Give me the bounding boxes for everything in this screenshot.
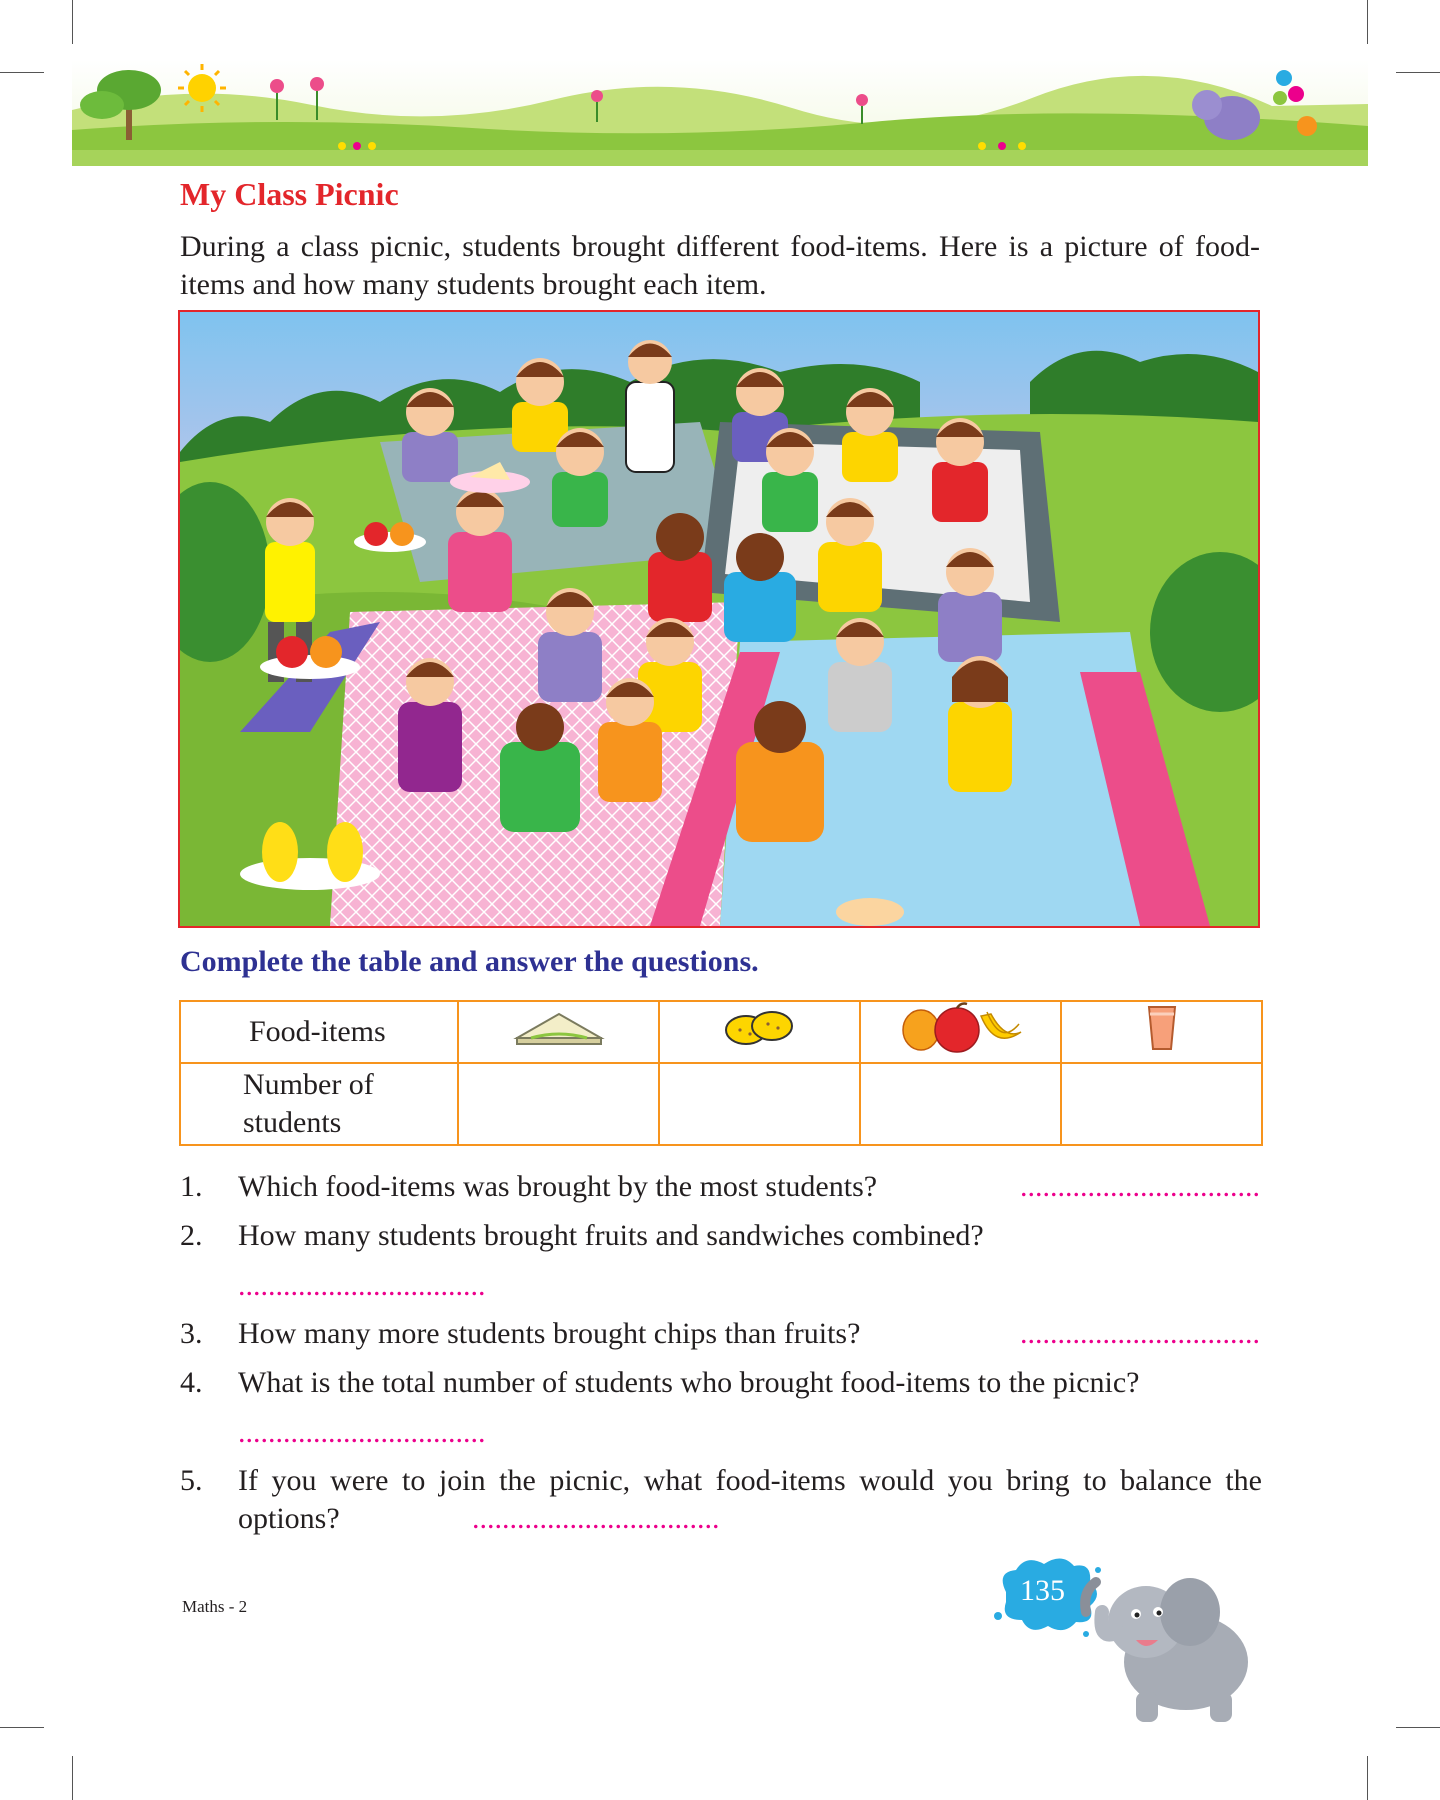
answer-line[interactable]: ................................ [1020,1170,1260,1203]
juice-glass-icon [1146,1004,1178,1052]
sandwich-count-cell[interactable] [458,1063,659,1145]
question-text: If you were to join the picnic, what food-items would you bring to balance the options? [238,1464,1262,1535]
number-of-students-label-line1: Number of [243,1068,374,1101]
footer-book-title: Maths - 2 [182,1597,248,1616]
fruits-count-cell[interactable] [860,1063,1061,1145]
picnic-illustration [178,310,1260,928]
question-number: 5. [180,1464,203,1497]
question-number: 3. [180,1317,203,1350]
page-number-badge [986,1552,1262,1728]
chips-count-cell[interactable] [659,1063,860,1145]
question-text: What is the total number of students who brought food-items to the picnic? [238,1366,1140,1399]
crop-mark [0,72,44,73]
crop-mark [72,0,73,44]
page-title: My Class Picnic [180,176,399,212]
number-of-students-row [180,1063,1262,1145]
instruction-heading: Complete the table and answer the questions. [180,945,759,978]
sandwich-cell [458,1001,659,1063]
crop-mark [1396,1727,1440,1728]
question-text: How many more students brought chips than fruits? [238,1317,861,1350]
header-banner [72,60,1368,166]
question-number: 4. [180,1366,203,1399]
fruits-icon [895,1002,1027,1054]
food-items-table [179,1000,1263,1146]
crop-mark [72,1756,73,1800]
crop-mark [1367,0,1368,44]
intro-paragraph: During a class picnic, students brought different food-items. Here is a picture of food-items and how many students brought each item. [180,230,1260,301]
sandwich-icon [511,1008,607,1048]
question-text: Which food-items was brought by the most students? [238,1170,878,1203]
answer-line[interactable]: ................................. [472,1502,720,1535]
number-of-students-label-line2: students [243,1106,342,1139]
chips-icon [720,1008,800,1048]
answer-line[interactable]: ................................ [1020,1317,1260,1350]
fruits-cell [860,1001,1061,1063]
juice-count-cell[interactable] [1061,1063,1262,1145]
question-number: 1. [180,1170,203,1203]
food-items-label: Food-items [180,1001,458,1063]
crop-mark [1367,1756,1368,1800]
question-text: How many students brought fruits and sandwiches combined? [238,1219,984,1252]
chips-cell [659,1001,860,1063]
crop-mark [0,1727,44,1728]
crop-mark [1396,72,1440,73]
food-items-row [180,1001,1262,1063]
number-of-students-label [180,1063,458,1145]
answer-line[interactable]: ................................. [238,1416,486,1449]
juice-cell [1061,1001,1262,1063]
answer-line[interactable]: ................................. [238,1269,486,1302]
page-number: 135 [1020,1574,1065,1607]
question-number: 2. [180,1219,203,1252]
